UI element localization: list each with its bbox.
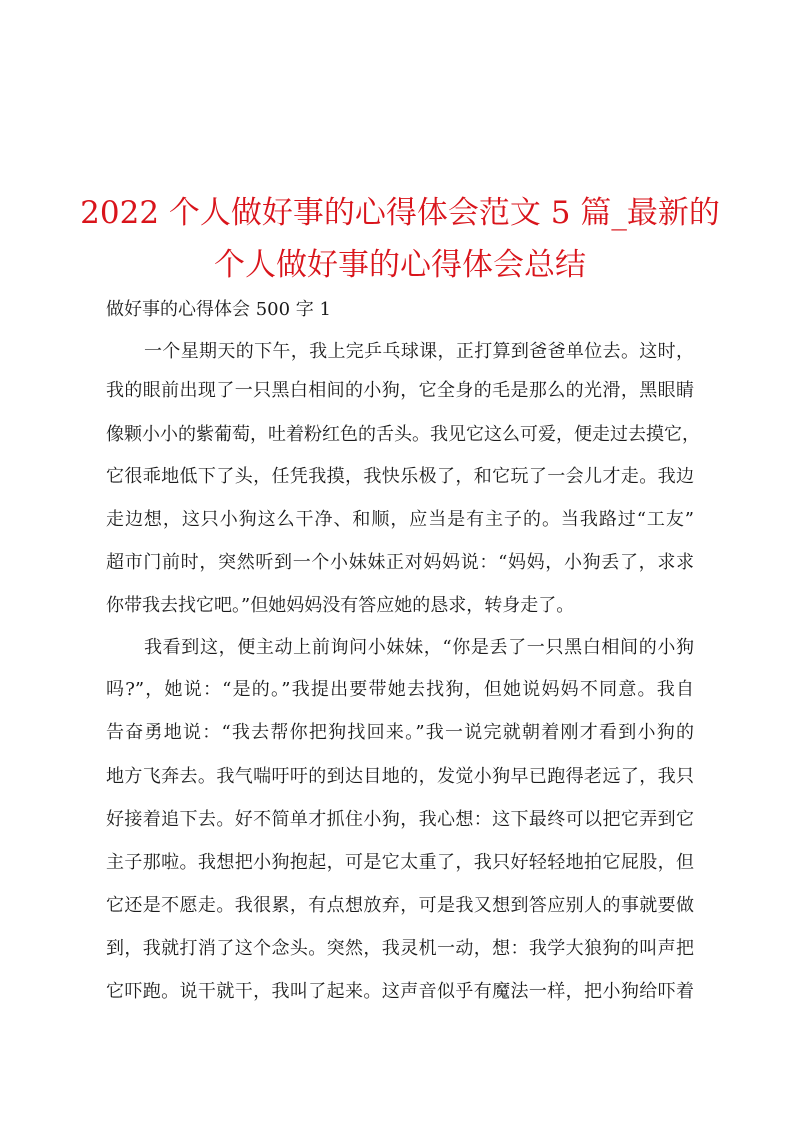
paragraph-line: 你带我去找它吧。”但她妈妈没有答应她的恳求，转身走了。 bbox=[106, 595, 575, 616]
section-heading: 做好事的心得体会 500 字 1 bbox=[106, 299, 331, 320]
paragraph-line: 走边想，这只小狗这么干净、和顺，应当是有主子的。当我路过“工友” bbox=[106, 509, 694, 530]
paragraph-line: 像颗小小的紫葡萄，吐着粉红色的舌头。我见它这么可爱，便走过去摸它， bbox=[106, 424, 700, 445]
paragraph-line: 它吓跑。说干就干，我叫了起来。这声音似乎有魔法一样，把小狗给吓着 bbox=[106, 981, 694, 1002]
paragraph-line: 到，我就打消了这个念头。突然，我灵机一动，想：我学大狼狗的叫声把 bbox=[106, 938, 694, 959]
paragraph-line: 地方飞奔去。我气喘吁吁的到达目地的，发觉小狗早已跑得老远了，我只 bbox=[106, 766, 694, 787]
paragraph-line: 主子那啦。我想把小狗抱起，可是它太重了，我只好轻轻地拍它屁股，但 bbox=[106, 852, 694, 873]
paragraph-line: 超市门前时，突然听到一个小妹妹正对妈妈说：“妈妈，小狗丢了，求求 bbox=[106, 552, 694, 573]
paragraph-line: 它很乖地低下了头，任凭我摸，我快乐极了，和它玩了一会儿才走。我边 bbox=[106, 466, 694, 487]
paragraph-line: 我看到这，便主动上前询问小妹妹，“你是丢了一只黑白相间的小狗 bbox=[144, 637, 694, 658]
title-line-2: 个人做好事的心得体会总结 bbox=[214, 246, 586, 283]
paragraph-line: 我的眼前出现了一只黑白相间的小狗，它全身的毛是那么的光滑，黑眼睛 bbox=[106, 380, 694, 401]
paragraph-line: 一个星期天的下午，我上完乒乓球课，正打算到爸爸单位去。这时， bbox=[144, 341, 694, 362]
title-line-1: 2022 个人做好事的心得体会范文 5 篇_最新的 bbox=[80, 194, 720, 231]
paragraph-line: 告奋勇地说：“我去帮你把狗找回来。”我一说完就朝着刚才看到小狗的 bbox=[106, 722, 694, 743]
paragraph-line: 它还是不愿走。我很累，有点想放弃，可是我又想到答应别人的事就要做 bbox=[106, 895, 694, 916]
paragraph-line: 好接着追下去。好不简单才抓住小狗，我心想：这下最终可以把它弄到它 bbox=[106, 809, 694, 830]
paragraph-line: 吗?”，她说：“是的。”我提出要带她去找狗，但她说妈妈不同意。我自 bbox=[106, 679, 694, 700]
document-title bbox=[60, 187, 740, 291]
